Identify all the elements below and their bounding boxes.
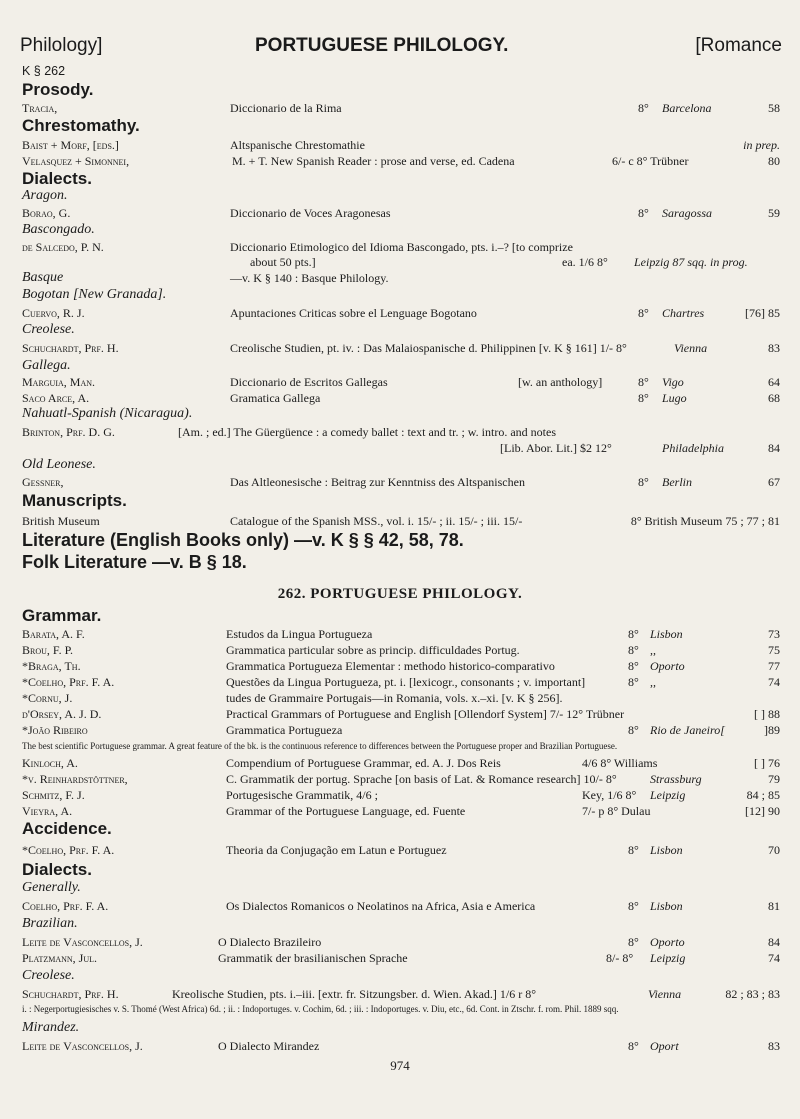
heading-dialects: Dialects. [22, 169, 92, 188]
heading-accidence: Accidence. [22, 819, 112, 838]
heading-dialects-2: Dialects. [22, 860, 92, 879]
grammar-entry: *João Ribeiro Grammatica Portugueza 8° Rio de Janeiro[ ]89 [22, 723, 780, 737]
heading-literature: Literature (English Books only) —v. K § § 42, 58, 78. [22, 530, 464, 550]
entry-coelho-accidence: *Coelho, Prf. F. A. Theoria da Conjugação em Latun e Portuguez 8° Lisbon 70 [22, 843, 780, 857]
entry-schuchardt: Schuchardt, Prf. H. Creolische Studien, pt. iv. : Das Malaiospanische d. Philippinen [v. K § 161] 1/- 8° Vienna 83 [22, 341, 780, 355]
heading-prosody: Prosody. [22, 80, 94, 99]
subheading-generally: Generally. [22, 880, 81, 895]
entry-british-museum: British Museum Catalogue of the Spanish MSS., vol. i. 15/- ; ii. 15/- ; iii. 15/- 8° British Museum 75 ; 77 ; 81 [22, 514, 780, 528]
heading-folk-literature: Folk Literature —v. B § 18. [22, 552, 247, 572]
subheading-aragon: Aragon. [22, 188, 68, 203]
note-schuchardt: i. : Negerportugiesisches v. S. Thomé (West Africa) 6d. ; ii. : Indoportuges. v. Cochim, 6d. ; iii. : Indoportuges. v. Diu, etc., 6d. Cont. in Ztschr. f. rom. Phil. 1889 sqq. [22, 1004, 619, 1014]
entry-brinton: Brinton, Prf. D. G. [Am. ; ed.] The Güergüence : a comedy ballet : text and tr. ; w. intro. and notes [22, 425, 557, 439]
entry-schuchardt-2: Schuchardt, Prf. H. Kreolische Studien, pts. i.–iii. [extr. fr. Sitzungsber. d. Wien. Akad.] 1/6 r 8° Vienna 82 ; 83 ; 83 [22, 987, 780, 1001]
entry-gessner: Gessner, Das Altleonesische : Beitrag zur Kenntniss des Altspanischen 8° Berlin 67 [22, 475, 780, 489]
grammar-entry: *Coelho, Prf. F. A. Questões da Lingua Portugueza, pt. i. [lexicogr., consonants ; v. important] 8° ,, 74 [22, 675, 780, 689]
entry-leite-mirandez: Leite de Vasconcellos, J. O Dialecto Mirandez 8° Oport 83 [22, 1039, 780, 1053]
grammar-entry: Barata, A. F. Estudos da Lingua Portugueza 8° Lisbon 73 [22, 627, 780, 641]
subheading-nahuatl: Nahuatl-Spanish (Nicaragua). [22, 406, 193, 421]
entry-baist: Baist + Morf, [eds.] Altspanische Chrestomathie in prep. [22, 138, 780, 152]
entry-cuervo: Cuervo, R. J. Apuntaciones Criticas sobre el Lenguage Bogotano 8° Chartres [76] 85 [22, 306, 780, 320]
section-ref: K § 262 [22, 64, 66, 78]
heading-grammar: Grammar. [22, 606, 102, 625]
entry-basque: Basque —v. K § 140 : Basque Philology. [22, 270, 389, 285]
header-center: PORTUGUESE PHILOLOGY. [255, 35, 509, 56]
page-number: 974 [390, 1058, 410, 1073]
subheading-bascongado: Bascongado. [22, 222, 95, 237]
entry-platzmann: Platzmann, Jul. Grammatik der brasilianischen Sprache 8/- 8° Leipzig 74 [22, 951, 780, 965]
entry-leite-brazil: Leite de Vasconcellos, J. O Dialecto Brazileiro 8° Oporto 84 [22, 935, 780, 949]
entry-salcedo-cont: about 50 pts.] ea. 1/6 8° Leipzig 87 sqq. in prog. [250, 255, 748, 269]
entry-salcedo: de Salcedo, P. N. Diccionario Etimologico del Idioma Bascongado, pts. i.–? [to comprize [22, 240, 573, 254]
grammar-entry: Brou, F. P. Grammatica particular sobre as princip. difficuldades Portug. 8° ,, 75 [22, 643, 780, 657]
heading-chrestomathy: Chrestomathy. [22, 116, 140, 135]
subheading-mirandez: Mirandez. [22, 1020, 80, 1035]
subheading-creolese: Creolese. [22, 322, 75, 337]
note-ribeiro: The best scientific Portuguese grammar. A great feature of the bk. is the continuous reference to differences between the Portuguese proper and Brazilian Portuguese. [22, 741, 618, 751]
grammar-entry: Vieyra, A. Grammar of the Portuguese Language, ed. Fuente 7/- p 8° Dulau [12] 90 [22, 804, 780, 818]
grammar-entry: *v. Reinhardstöttner, C. Grammatik der portug. Sprache [on basis of Lat. & Romance research] 10/- 8° Strassburg 79 [22, 772, 780, 786]
entry-borao: Borao, G. Diccionario de Voces Aragonesas 8° Saragossa 59 [22, 206, 780, 220]
entry-saco: Saco Arce, A. Gramatica Gallega 8° Lugo 68 [22, 391, 780, 405]
subheading-bogotan: Bogotan [New Granada]. [22, 287, 167, 302]
entry-brinton-cont: [Lib. Abor. Lit.] $2 12° Philadelphia 84 [500, 441, 780, 455]
header-left: Philology] [20, 35, 103, 56]
section-title-262: 262. PORTUGUESE PHILOLOGY. [277, 586, 523, 602]
header-right: [Romance [695, 35, 782, 56]
subheading-old-leonese: Old Leonese. [22, 457, 96, 472]
grammar-entry: Kinloch, A. Compendium of Portuguese Grammar, ed. A. J. Dos Reis 4/6 8° Williams [ ] 76 [22, 756, 780, 770]
subheading-gallega: Gallega. [22, 358, 71, 373]
entry-coelho-dialects: Coelho, Prf. F. A. Os Dialectos Romanicos o Neolatinos na Africa, Asia e America 8° Lisbon 81 [22, 899, 780, 913]
subheading-creolese-2: Creolese. [22, 968, 75, 983]
entry-velasquez: Velasquez + Simonnei, M. + T. New Spanish Reader : prose and verse, ed. Cadena 6/- c 8° Trübner 80 [22, 154, 780, 168]
heading-manuscripts: Manuscripts. [22, 491, 127, 510]
entry-tracia: Tracia, Diccionario de la Rima 8° Barcelona 58 [22, 101, 780, 115]
subheading-brazilian: Brazilian. [22, 916, 78, 931]
grammar-entry: *Cornu, J. tudes de Grammaire Portugais—in Romania, vols. x.–xi. [v. K § 256]. [22, 691, 563, 705]
grammar-entry: Schmitz, F. J. Portugesische Grammatik, 4/6 ; Key, 1/6 8° Leipzig 84 ; 85 [22, 788, 780, 802]
running-header [20, 35, 782, 59]
grammar-entry: d'Orsey, A. J. D. Practical Grammars of Portuguese and English [Ollendorf System] 7/- 12° Trübner [ ] 88 [22, 707, 780, 721]
entry-marguia: Marguia, Man. Diccionario de Escritos Gallegas [w. an anthology] 8° Vigo 64 [22, 375, 780, 389]
grammar-entry: *Braga, Th. Grammatica Portugueza Elementar : methodo historico-comparativo 8° Oporto 77 [22, 659, 780, 673]
